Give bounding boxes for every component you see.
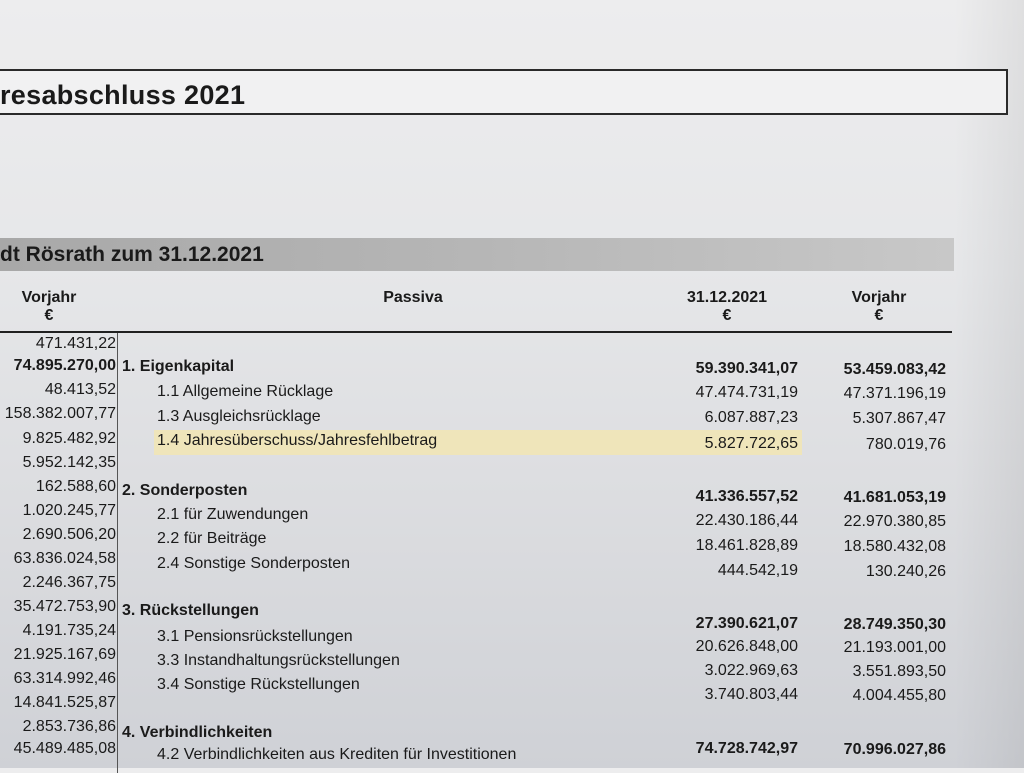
left-prev-value: 48.413,52	[44, 381, 116, 398]
passiva-current-value: 20.626.848,00	[695, 638, 798, 655]
left-prev-value: 2.853.736,86	[22, 718, 116, 735]
left-prev-value: 63.836.024,58	[13, 550, 116, 567]
passiva-prev-value: 130.240,26	[865, 563, 946, 580]
passiva-row-label: 2.4 Sonstige Sonderposten	[157, 555, 351, 572]
passiva-prev-value: 21.193.001,00	[843, 639, 946, 656]
left-prev-value: 158.382.007,77	[4, 405, 116, 422]
passiva-current-value: 5.827.722,65	[704, 435, 798, 452]
col-head-current: 31.12.2021 €	[686, 289, 768, 324]
passiva-row-label: 1.4 Jahresüberschuss/Jahresfehlbetrag	[157, 432, 438, 449]
passiva-current-value: 22.430.186,44	[695, 512, 798, 529]
left-prev-value: 2.690.506,20	[22, 526, 116, 543]
passiva-current-value: 59.390.341,07	[695, 360, 798, 377]
passiva-current-value: 6.087.887,23	[704, 409, 798, 426]
passiva-row-label: 4. Verbindlichkeiten	[122, 724, 273, 741]
left-prev-value: 471.431,22	[35, 335, 116, 352]
passiva-row-label: 2.1 für Zuwendungen	[157, 506, 309, 523]
left-prev-value: 5.952.142,35	[22, 454, 116, 471]
passiva-row-label: 3. Rückstellungen	[122, 602, 259, 619]
passiva-current-value: 41.336.557,52	[695, 488, 798, 505]
document-title: resabschluss 2021	[0, 80, 246, 110]
passiva-prev-value: 4.004.455,80	[852, 687, 946, 704]
passiva-row-label: 2. Sonderposten	[122, 482, 248, 499]
passiva-prev-value: 47.371.196,19	[843, 385, 946, 402]
left-prev-value: 2.246.367,75	[22, 574, 116, 591]
passiva-prev-value: 3.551.893,50	[852, 663, 946, 680]
left-prev-value: 63.314.992,46	[13, 670, 116, 687]
col-head-left-prev: Vorjahr €	[21, 289, 77, 324]
left-prev-value: 1.020.245,77	[22, 502, 116, 519]
left-prev-value: 4.191.735,24	[22, 622, 116, 639]
left-prev-value: 9.825.482,92	[22, 430, 116, 447]
passiva-current-value: 444.542,19	[717, 562, 798, 579]
passiva-prev-value: 780.019,76	[865, 436, 946, 453]
passiva-prev-value: 28.749.350,30	[843, 616, 946, 633]
passiva-current-value: 18.461.828,89	[695, 537, 798, 554]
column-divider	[117, 333, 118, 773]
passiva-row-label: 1. Eigenkapital	[122, 358, 235, 375]
passiva-prev-value: 5.307.867,47	[852, 410, 946, 427]
col-head-prev: Vorjahr €	[851, 289, 907, 324]
left-prev-value: 162.588,60	[35, 478, 116, 495]
section-header: dt Rösrath zum 31.12.2021	[0, 243, 264, 266]
header-rule	[0, 331, 952, 333]
passiva-prev-value: 41.681.053,19	[843, 489, 946, 506]
passiva-prev-value: 53.459.083,42	[843, 361, 946, 378]
passiva-row-label: 3.4 Sonstige Rückstellungen	[157, 676, 360, 693]
left-prev-value: 35.472.753,90	[13, 598, 116, 615]
passiva-current-value: 74.728.742,97	[695, 740, 798, 757]
passiva-row-label: 3.1 Pensionsrückstellungen	[157, 628, 353, 645]
left-prev-value: 74.895.270,00	[13, 357, 116, 374]
passiva-row-label: 4.2 Verbindlichkeiten aus Krediten für Investitionen	[157, 746, 517, 763]
passiva-row-label: 1.1 Allgemeine Rücklage	[157, 383, 334, 400]
passiva-row-label: 2.2 für Beiträge	[157, 530, 267, 547]
passiva-row-label: 3.3 Instandhaltungsrückstellungen	[157, 652, 400, 669]
passiva-row-label: 1.3 Ausgleichsrücklage	[157, 408, 321, 425]
passiva-current-value: 3.740.803,44	[704, 686, 798, 703]
passiva-current-value: 47.474.731,19	[695, 384, 798, 401]
page-edge-shadow	[954, 0, 1024, 768]
col-head-passiva: Passiva	[383, 289, 443, 306]
left-prev-value: 21.925.167,69	[13, 646, 116, 663]
left-prev-value: 14.841.525,87	[13, 694, 116, 711]
passiva-prev-value: 18.580.432,08	[843, 538, 946, 555]
passiva-prev-value: 22.970.380,85	[843, 513, 946, 530]
passiva-current-value: 27.390.621,07	[695, 615, 798, 632]
passiva-current-value: 3.022.969,63	[704, 662, 798, 679]
left-prev-value: 45.489.485,08	[13, 740, 116, 757]
passiva-prev-value: 70.996.027,86	[843, 741, 946, 758]
